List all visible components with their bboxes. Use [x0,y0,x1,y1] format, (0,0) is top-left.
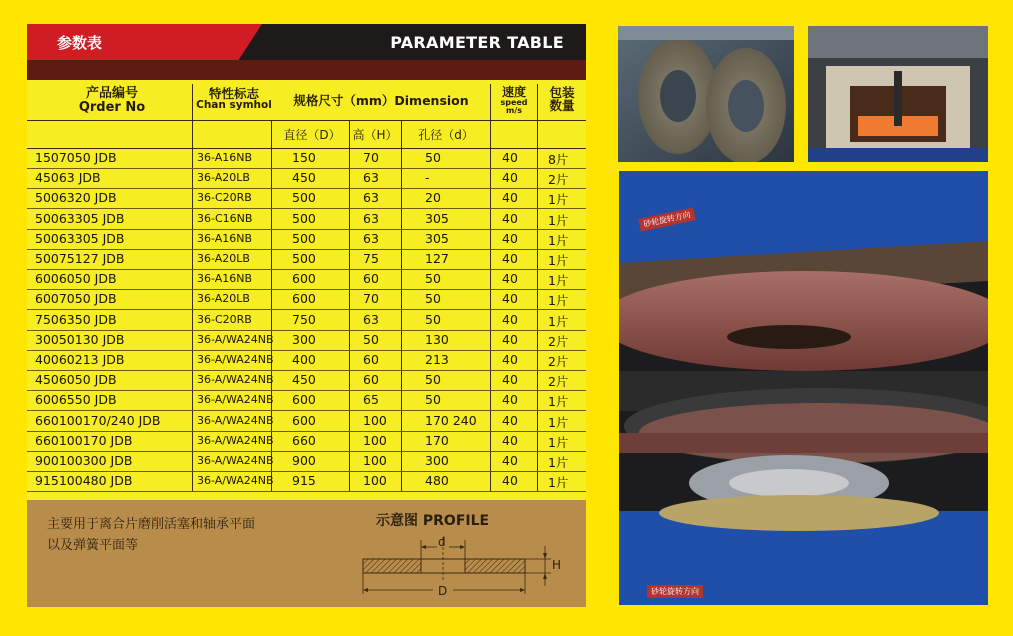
cell-spec: 36-A/WA24NB [197,373,274,387]
cell-d: 50 [425,311,441,327]
parameter-panel [27,24,586,607]
cell-d: 450 [292,170,316,186]
table-row [27,269,586,290]
cell-speed: 40 [502,311,518,327]
cell-h: 100 [363,412,387,428]
usage-text: 主要用于离合片磨削活塞和轴承平面 以及弹簧平面等 [47,517,256,553]
cell-order: 4506050 JDB [35,372,117,388]
profile-diagram [361,532,561,608]
cell-spec: 36-A16NB [197,151,253,164]
photo-wheels-closeup [618,26,794,162]
profile-title: 示意图 PROFILE [376,513,490,529]
col-outer-diameter: 直径（D） [283,128,341,142]
col-dim-header: 规格尺寸（mm）Dimension [293,93,469,108]
cell-h: 63 [363,210,379,226]
cell-d: 305 [425,230,449,246]
cell-d: 300 [292,331,316,347]
cell-pack: 8片 [548,152,569,167]
col-speed-header: 速度 speed m/s [500,85,528,115]
cell-spec: 36-A/WA24NB [197,454,274,467]
table-row [27,249,586,270]
cell-pack: 1片 [548,293,569,309]
cell-speed: 40 [502,392,518,408]
col-bore: 孔径（d） [418,128,474,142]
cell-h: 100 [363,473,387,489]
table-row [27,168,586,189]
cell-d: 600 [292,291,316,307]
cell-h: 50 [363,331,379,347]
cell-pack: 1片 [548,475,569,491]
cell-speed: 40 [502,291,518,307]
cell-order: 6006050 JDB [35,271,117,287]
cell-d: 500 [292,190,316,206]
cell-pack: 1片 [548,394,569,410]
table-row [27,431,586,452]
cell-pack: 1片 [548,212,569,228]
cell-h: 100 [363,453,387,468]
title-en: PARAMETER TABLE [390,33,564,52]
cell-speed: 40 [502,170,518,186]
cell-d: 600 [292,412,316,428]
cell-d: 600 [292,392,316,408]
col-spec-header: 特性标志 Chan symhol [196,86,272,112]
cell-d: 750 [292,311,316,327]
cell-h: 63 [363,230,379,246]
cell-order: 5006320 JDB [35,190,117,206]
col-pack-header: 包装 数量 [549,85,575,114]
photo-furnace [808,26,988,162]
cell-h: 65 [363,392,379,408]
cell-spec: 36-A20LB [197,292,250,306]
cell-d: 130 [425,331,449,347]
cell-d: 500 [292,251,316,266]
footer-panel [27,500,586,607]
cell-speed: 40 [502,412,518,428]
cell-d: 170 240 [425,412,477,428]
cell-speed: 40 [502,271,518,287]
cell-order: 660100170/240 JDB [35,412,161,428]
cell-speed: 40 [502,251,518,266]
table-row [27,310,586,331]
cell-order: 6006550 JDB [35,392,117,408]
cell-spec: 36-A16NB [197,231,253,245]
cell-pack: 1片 [548,232,569,248]
cell-spec: 36-A/WA24NB [197,353,274,366]
cell-pack: 2片 [548,374,569,390]
cell-d: 50 [425,150,441,165]
table-header-row [27,82,586,120]
table-row [27,330,586,351]
table-row [27,370,586,391]
cell-d: 170 [425,432,449,448]
cell-pack: 1片 [548,253,569,268]
cell-order: 915100480 JDB [35,473,133,489]
cell-speed: 40 [502,432,518,448]
cell-d: 213 [425,352,449,367]
cell-order: 6007050 JDB [35,291,117,307]
cell-d: 50 [425,271,441,287]
cell-spec: 36-A/WA24NB [197,433,274,447]
profile-label-D: D [438,584,448,598]
cell-speed: 40 [502,352,518,367]
cell-h: 70 [363,291,379,307]
table-subheader-row [27,120,586,149]
cell-spec: 36-A/WA24NB [197,332,274,346]
cell-h: 70 [363,150,379,165]
cell-h: 63 [363,311,379,327]
title-cn: 参数表 [57,34,103,52]
table-row [27,411,586,432]
cell-pack: 1片 [548,192,569,208]
rotation-label-bottom: 砂轮旋转方向 [647,585,703,598]
cell-d: 480 [425,473,449,489]
cell-d: 305 [425,210,449,226]
profile-label-d: d [438,535,446,549]
cell-pack: 1片 [548,455,569,470]
cell-order: 50063305 JDB [35,210,125,226]
cell-order: 7506350 JDB [35,311,117,327]
table-row [27,209,586,230]
cell-order: 900100300 JDB [35,453,133,468]
cell-d: - [425,170,430,186]
cell-speed: 40 [502,230,518,246]
cell-order: 30050130 JDB [35,331,125,347]
cell-d: 500 [292,230,316,246]
cell-speed: 40 [502,210,518,226]
cell-order: 50063305 JDB [35,230,125,246]
table-row [27,471,586,492]
table-row [27,188,586,209]
cell-speed: 40 [502,190,518,206]
table-row [27,451,586,472]
table-row [27,148,586,169]
cell-speed: 40 [502,453,518,468]
cell-pack: 2片 [548,333,569,349]
cell-order: 45063 JDB [35,170,101,186]
cell-d: 20 [425,190,441,206]
header-bar [27,24,586,60]
rotation-label-top: 砂轮旋转方向 [638,207,695,231]
cell-h: 60 [363,271,379,287]
cell-d: 600 [292,271,316,287]
col-height: 高（H） [352,128,398,142]
cell-pack: 1片 [548,313,569,329]
cell-pack: 2片 [548,354,569,369]
cell-d: 127 [425,251,449,266]
cell-h: 60 [363,352,379,367]
cell-d: 50 [425,392,441,408]
profile-label-H: H [552,558,562,572]
cell-spec: 36-A/WA24NB [197,393,274,407]
header-band [27,60,586,80]
cell-d: 450 [292,372,316,388]
cell-d: 915 [292,473,316,489]
cell-spec: 36-C20RB [197,191,252,205]
cell-d: 150 [292,150,316,165]
cell-h: 100 [363,432,387,448]
cell-spec: 36-A16NB [197,272,253,286]
cell-speed: 40 [502,372,518,388]
cell-h: 75 [363,251,379,266]
cell-spec: 36-A20LB [197,252,250,265]
cell-d: 500 [292,210,316,226]
cell-d: 50 [425,291,441,307]
cell-spec: 36-A20LB [197,171,250,185]
cell-d: 50 [425,372,441,388]
cell-order: 1507050 JDB [35,150,117,165]
cell-order: 660100170 JDB [35,432,133,448]
cell-d: 300 [425,453,449,468]
cell-pack: 1片 [548,414,569,430]
cell-order: 40060213 JDB [35,352,125,367]
cell-spec: 36-C20RB [197,312,252,326]
cell-h: 63 [363,170,379,186]
col-order-header: 产品编号 Qrder No [78,86,146,115]
cell-pack: 2片 [548,172,569,188]
cell-speed: 40 [502,473,518,489]
cell-spec: 36-A/WA24NB [197,413,274,427]
cell-spec: 36-A/WA24NB [197,474,274,488]
table-row [27,350,586,371]
table-row [27,229,586,250]
photo-grinding-machine [619,171,988,605]
table-row [27,390,586,411]
cell-d: 400 [292,352,316,367]
cell-h: 60 [363,372,379,388]
cell-spec: 36-C16NB [197,211,253,225]
cell-speed: 40 [502,150,518,165]
cell-order: 50075127 JDB [35,251,125,266]
table-row [27,289,586,310]
cell-h: 63 [363,190,379,206]
cell-d: 900 [292,453,316,468]
cell-d: 660 [292,432,316,448]
cell-pack: 1片 [548,273,569,289]
cell-speed: 40 [502,331,518,347]
cell-pack: 1片 [548,434,569,450]
